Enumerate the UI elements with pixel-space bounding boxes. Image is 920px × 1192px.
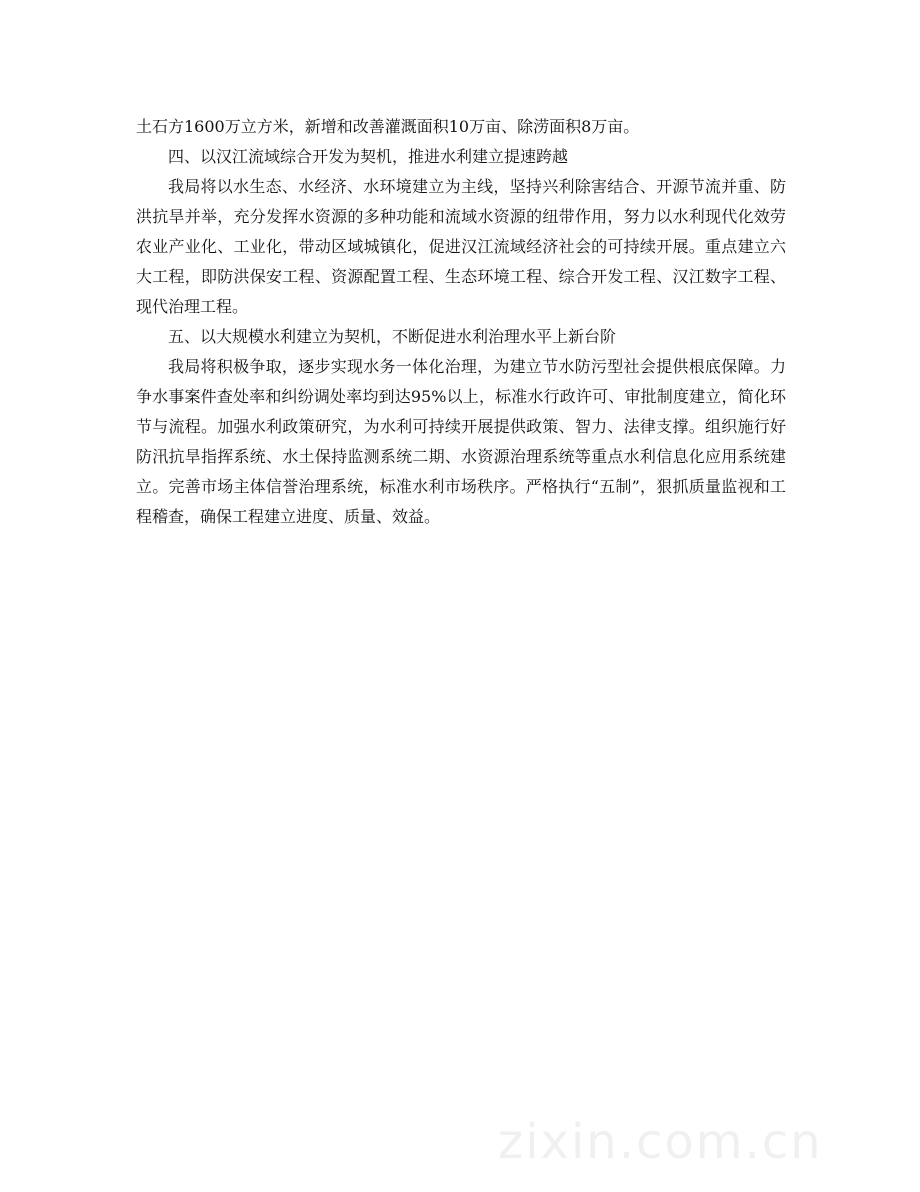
paragraph-section-five-body: 我局将积极争取，逐步实现水务一体化治理，为建立节水防污型社会提供根底保障。力争水事案件查处率和纠纷调处率均到达95%以上，标准水行政许可、审批制度建立，简化环节与流程。加强水利政策研究，为水利可持续开展提供政策、智力、法律支撑。组织施行好防汛抗旱指挥系统、水土保持监测系统二期、水资源治理系统等重点水利信息化应用系统建立。完善市场主体信誉治理系统，标准水利市场秩序。严格执行“五制”，狠抓质量监视和工程稽查，确保工程建立进度、质量、效益。 bbox=[136, 357, 786, 526]
watermark-logo: zixin.com.cn bbox=[498, 1114, 823, 1170]
document-body bbox=[136, 112, 786, 532]
section-heading-four: 四、以汉江流域综合开发为契机，推进水利建立提速跨越 bbox=[168, 147, 569, 166]
paragraph-section-four-body: 我局将以水生态、水经济、水环境建立为主线，坚持兴利除害结合、开源节流并重、防洪抗旱并举，充分发挥水资源的多种功能和流域水资源的纽带作用，努力以水利现代化效劳农业产业化、工业化，带动区域城镇化，促进汉江流域经济社会的可持续开展。重点建立六大工程，即防洪保安工程、资源配置工程、生态环境工程、综合开发工程、汉江数字工程、现代治理工程。 bbox=[136, 177, 786, 316]
section-heading-five: 五、以大规模水利建立为契机，不断促进水利治理水平上新台阶 bbox=[168, 327, 617, 346]
paragraph-continuation: 土石方1600万立方米，新增和改善灌溉面积10万亩、除涝面积8万亩。 bbox=[136, 117, 640, 136]
